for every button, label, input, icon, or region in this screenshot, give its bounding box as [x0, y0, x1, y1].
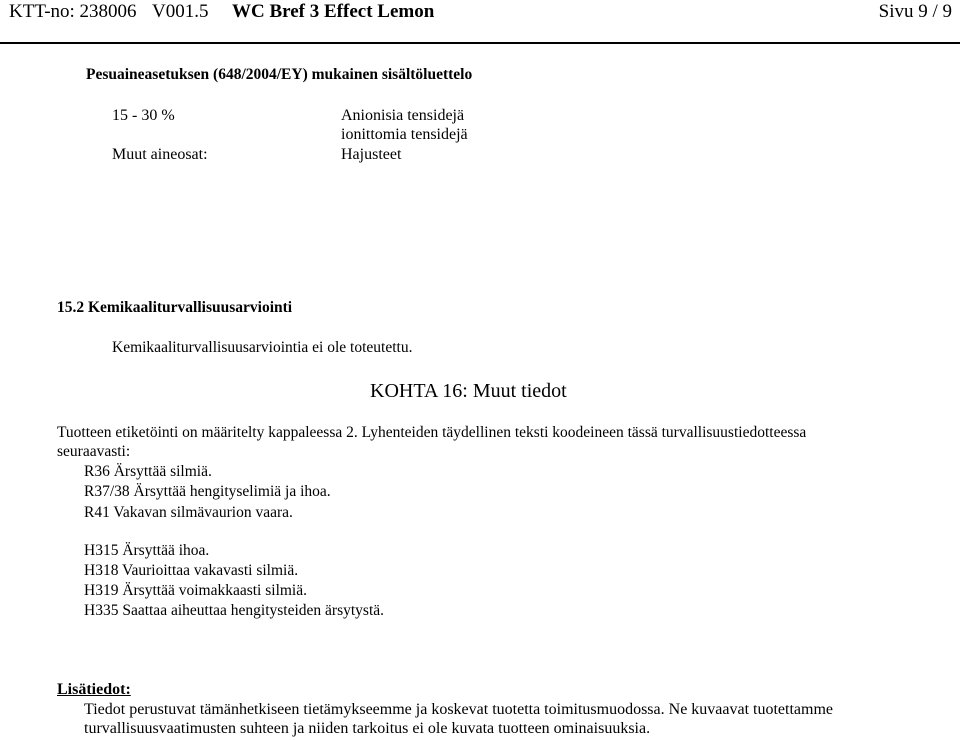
section-16-intro-cont: seuraavasti:	[57, 443, 131, 460]
page-number: Sivu 9 / 9	[878, 1, 952, 22]
range-item: Anionisia tensidejä	[341, 107, 465, 124]
r-phrase: R36 Ärsyttää silmiä.	[84, 463, 212, 480]
ingredients-title: Pesuaineasetuksen (648/2004/EY) mukainen sisältöluettelo	[86, 66, 473, 83]
section-16-intro: Tuotteen etiketöinti on määritelty kappaleessa 2. Lyhenteiden täydellinen teksti koodeineen tässä turvallisuustiedotteessa	[57, 424, 807, 441]
range-label: 15 - 30 %	[112, 107, 175, 124]
h-phrase: H335 Saattaa aiheuttaa hengitysteiden ärsytystä.	[84, 602, 385, 619]
h-phrase: H318 Vaurioittaa vakavasti silmiä.	[84, 562, 299, 579]
r-phrase: R41 Vakavan silmävaurion vaara.	[84, 504, 293, 521]
section-16-title: KOHTA 16: Muut tiedot	[370, 380, 567, 402]
additional-info-text: Tiedot perustuvat tämänhetkiseen tietämykseemme ja koskevat tuotetta toimitusmuodossa. Ne kuvaavat tuotettamme	[84, 701, 834, 718]
h-phrase: H315 Ärsyttää ihoa.	[84, 542, 210, 559]
other-label: Muut aineosat:	[112, 146, 208, 163]
other-value: Hajusteet	[341, 146, 402, 163]
section-15-2-text: Kemikaaliturvallisuusarviointia ei ole toteutettu.	[112, 339, 413, 356]
r-phrase: R37/38 Ärsyttää hengityselimiä ja ihoa.	[84, 483, 331, 500]
product-name: WC Bref 3 Effect Lemon	[232, 1, 435, 22]
version-number: V001.5	[152, 1, 209, 22]
additional-info-text-cont: turvallisuusvaatimusten suhteen ja niiden tarkoitus ei ole kuvata tuotteen ominaisuuksia.	[84, 720, 651, 737]
range-item: ionittomia tensidejä	[341, 126, 468, 143]
header-divider	[0, 42, 960, 44]
document-id: KTT-no: 238006	[9, 1, 137, 22]
h-phrase: H319 Ärsyttää voimakkaasti silmiä.	[84, 582, 307, 599]
section-15-2-heading: 15.2 Kemikaaliturvallisuusarviointi	[57, 299, 293, 316]
additional-info-heading: Lisätiedot:	[57, 681, 131, 698]
